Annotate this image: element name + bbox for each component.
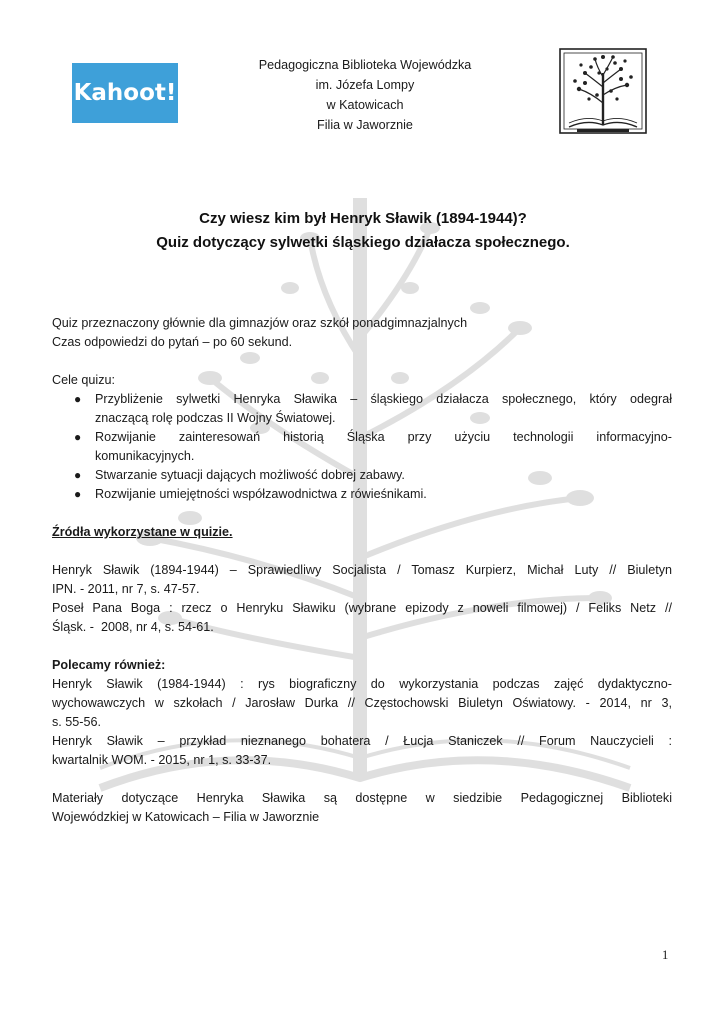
document-body — [52, 314, 672, 827]
header-line: Pedagogiczna Biblioteka Wojewódzka — [258, 58, 472, 72]
recommended-entry: Henryk Sławik (1984-1944) : rys biograficzny do wykorzystania podczas zajęć dydaktyczno- wychowawczych w szkołach / Jarosław Durka // Częstochowski Biuletyn Oświatowy. - 2014, nr 3, s. 55-56. — [52, 677, 672, 729]
recommended-entry: Henryk Sławik – przykład nieznanego bohatera / Łucja Staniczek // Forum Nauczycieli : kwartalnik WOM. - 2015, nr 1, s. 33-37. — [52, 734, 672, 767]
intro-line: Czas odpowiedzi do pytań – po 60 sekund. — [52, 335, 293, 349]
list-item: ● Stwarzanie sytuacji dających możliwość dobrej zabawy. — [52, 466, 672, 485]
source-entry: Poseł Pana Boga : rzecz o Henryku Sławiku (wybrane epizody z noweli filmowej) / Feliks Netz // Śląsk. - 2008, nr 4, s. 54-61. — [52, 601, 672, 634]
page-number: 1 — [662, 948, 669, 962]
source-entry: Henryk Sławik (1894-1944) – Sprawiedliwy Socjalista / Tomasz Kurpierz, Michał Luty // Biuletyn IPN. - 2011, nr 7, s. 47-57. — [52, 563, 672, 596]
list-item: ● Przybliżenie sylwetki Henryka Sławika – śląskiego działacza społecznego, który odegrał znaczącą rolę podczas II Wojny Światowej. — [74, 392, 672, 425]
recommended-heading: Polecamy również: — [52, 658, 166, 672]
title-line-2: Quiz dotyczący sylwetki śląskiego działacza społecznego. — [156, 234, 570, 251]
kahoot-logo-text: Kahoot! — [73, 80, 177, 106]
goals-heading: Cele quizu: — [52, 373, 116, 387]
intro-line: Quiz przeznaczony głównie dla gimnazjów oraz szkół ponadgimnazjalnych — [52, 316, 468, 330]
kahoot-logo — [72, 63, 178, 123]
bullet-icon: ● — [74, 430, 82, 444]
library-emblem-icon — [557, 43, 649, 139]
title-line-1: Czy wiesz kim był Henryk Sławik (1894-1944)? — [199, 210, 527, 227]
bullet-icon: ● — [74, 392, 82, 406]
library-header — [200, 55, 530, 135]
header-line: w Katowicach — [326, 98, 404, 112]
list-item: ● Rozwijanie zainteresowań historią Śląska przy użyciu technologii informacyjno- komunikacyjnych. — [74, 430, 672, 463]
list-item: ● Rozwijanie umiejętności współzawodnictwa z rówieśnikami. — [52, 485, 672, 504]
closing-paragraph: Materiały dotyczące Henryka Sławika są dostępne w siedzibie Pedagogicznej Biblioteki Wojewódzkiej w Katowicach – Filia w Jaworznie — [52, 791, 672, 824]
bullet-icon: ● — [74, 487, 82, 501]
bullet-icon: ● — [74, 468, 82, 482]
goals-list — [52, 390, 672, 504]
header-line: im. Józefa Lompy — [315, 78, 415, 92]
header-line: Filia w Jaworznie — [317, 118, 413, 132]
sources-heading: Źródła wykorzystane w quizie. — [52, 525, 233, 539]
document-title — [60, 207, 666, 255]
